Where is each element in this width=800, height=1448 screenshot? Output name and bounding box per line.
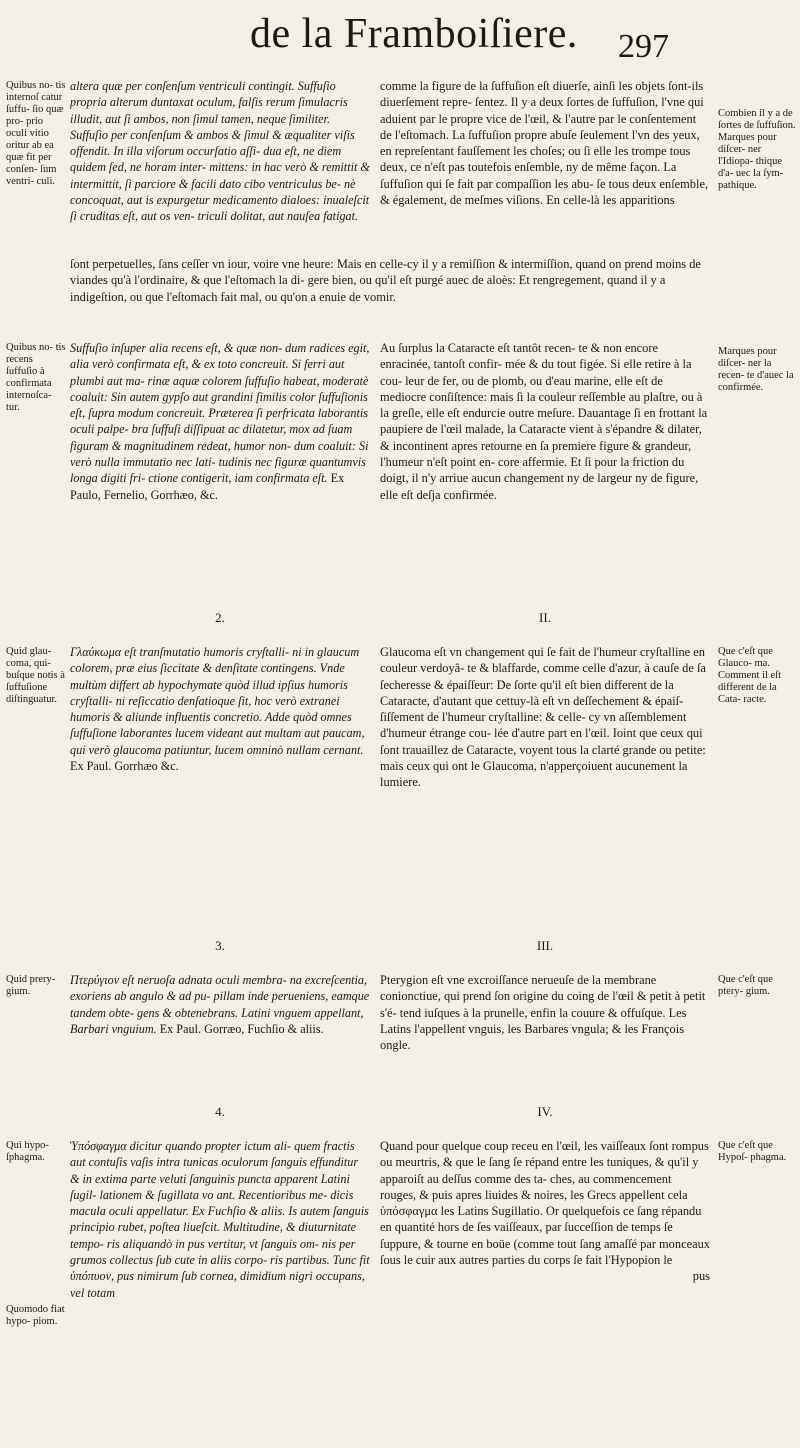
french-section-number: II.: [539, 610, 551, 625]
right-marginal-note: Que c'eſt que Hypoſ- phagma.: [718, 1140, 787, 1163]
latin-text: [70, 340, 370, 503]
latin-section-number: 4.: [215, 1104, 225, 1119]
left-marginal-note: Quid prery- gium.: [6, 974, 56, 997]
right-marginal-note: Combien il y a de ſortes de ſuffuſion. Marques pour diſcer- ner l'Idiopa- thique d'a- uec la ſym- pathique.: [718, 108, 796, 191]
right-marginal-note: Que c'eſt que ptery- gium.: [718, 974, 773, 997]
left-marginal-note: Quid glau- coma, qui- buſque notis à ſuffuſione diſtinguatur.: [6, 646, 65, 705]
latin-text: Ὑπόσφαγμα dicitur quando propter ictum ali- quem fractis aut contuſis vaſis intra tunicas oculorum ſanguis effunditur & in extima parte veluti ſanguinis puncta apparent Latini ſugil- lationem & ſugillata vo ant. Recentioribus me- dicis macula oculi appellatur. Ex Fuchſio & aliis. Is autem ſanguis principio rubet, poſtea liueſcit. Multitudine, & diuturnitate tempo- ris aliquandò in pus vertitur, vt ſanguis om- nis per grumos collectus ſub cute in aliis corpo- ris partibus. Tunc fit ὑπόπυον, pus nimirum ſub cornea, dimidium nigri occupans, vel totam: [70, 1139, 370, 1300]
french-text: Glaucoma eſt vn changement qui ſe fait de l'humeur cryſtalline en couleur verdoyâ- te & blaffarde, comme celle d'azur, à cauſe de ſa ſecheresse & épaiſſeur: De ſorte qu'il eſt bien different de la Cataracte, d'autant que cettuy-là eſt vn deſſechement & épaiſ- ſiſſement de l'humeur cryſtalline: & celle- cy vn aſſemblement d'humeur étrange cou- lée d'autre part en l'œil. Ioint que ceux qui ſont trauaillez de Cataracte, voyent tous la clarté grande ou petite: mais ceux qui ont le Glaucoma, n'apperçoiuent aucunement la lumiere.: [380, 645, 706, 790]
left-marginal-note: Quibus no- tis internoſ catur ſuffu- ſio quæ pro- prio oculi vitio oritur ab ea quæ fit per conſen- ſum ventri- culi.: [6, 80, 66, 187]
latin-text: altera quæ per conſenſum ventriculi contingit. Suffuſio propria alterum duntaxat oculum, falſis rerum ſimulacris illudit, aut ſi ambos, non ſimul tamen, neque ſimiliter. Suffuſio per conſenſum & ambos & ſimul & æqualiter viſis offendit. In illa viſorum occurſatio aſſi- dua eſt, ne diem quidem ſed, ne horam inter- mittens: in hac verò & remittit & intermittit, ſi parciore & facili dato cibo ventriculus be- nè concoquat, aut is expurgetur medicamento dialoes: inualeſcit ſi cruditas eſt, aut os ven- triculi dolitat, aut nauſea fatigat.: [70, 79, 370, 224]
latin-source: Ex Paul. Gorræo, Fuchſio & aliis.: [159, 1021, 324, 1036]
latin-body: Suffuſio inſuper alia recens eſt, & quæ non- dum radices egit, alia verò confirmata eſt, & ex toto concreuit. Si ferri aut plumbi aut ma- rinæ aquæ colorem ſuffuſio habeat, moderatè coaluit: Sin autem gypſo aut grandini ſimilis color ſuffuſionis eſt, ſupra modum concreuit. Præterea ſi perfricata laborantis oculi palpe- bra ſuffuſi diſſipuat ac dilatetur, mox ad ſuam figuram & magnitudinem redeat, humor non- dum coaluit: Si verò nulla immutatio nec lati- tudinis nec figuræ quantumvis longa digiti fri- ctione contigerit, iam confirmata eſt.: [70, 341, 370, 486]
page-title: de la Framboiſiere.: [250, 11, 578, 57]
latin-source: Ex Paulo, Fernelio, Gorrhæo, &c.: [70, 471, 345, 502]
right-marginal-note: Marques pour diſcer- ner la recen- te d'auec la confirmée.: [718, 346, 794, 393]
french-text: comme la figure de la ſuffuſion eſt diuerſe, ainſi les objets ſont-ils diuerſement repre- ſentez. Il y a deux ſortes de ſuffuſion, l'vne qui aduient par le propre vice de l'œil, & l'autre par le conſentement de l'eſtomach. La ſuffuſion propre abuſe ſeulement l'vn des yeux, en repreſentant fauſſement les choſes; ou ſi elle les trompe tous deux, ce n'eſt pas toutefois enſemble, ny de même façon. La ſuffuſion qui ſe fait par compaſſion les abu- ſe tous deux enſemble, & également, de meſmes viſions. En celle-là les apparitions: [380, 79, 709, 208]
latin-text: [70, 644, 370, 774]
latin-source: Ex Paul. Gorrhæo &c.: [70, 759, 179, 774]
french-section-number: IV.: [537, 1104, 553, 1119]
left-marginal-note: Quibus no- tis recens ſuffuſio à confirmata internoſca- tur.: [6, 342, 66, 413]
right-marginal-note: Que c'eſt que Glauco- ma. Comment il eſt different de la Cata- racte.: [718, 646, 781, 705]
left-marginal-note: Qui hypo- ſphagma.: [6, 1140, 49, 1163]
french-text: Au ſurplus la Cataracte eſt tantôt recen- te & non encore enracinée, tantoſt confir- mée & du tout figée. Si elle retire à la cou- leur de fer, ou de plomb, ou d'eau marine, elle eſt de mediocre conſiſtence: mais ſi la couleur reſſemble au plaſtre, ou à la greſle, elle eſt endurcie outre meſure. Dauantage ſi en frottant la paupiere de l'œil malade, la Cataracte vient à s'épandre & dilater, & incontinent apres retourne en ſa premiere figure & grandeur, l'humeur n'eſt point en- core affermie. Et ſi pour la friction du doigt, il n'y arriue aucun changement ny de largeur ny de figure, elle eſt deſja confirmée.: [380, 341, 708, 502]
latin-text: [70, 972, 370, 1037]
french-section-number: III.: [536, 938, 554, 953]
latin-body: Πτερύγιον eſt neruoſa adnata oculi membra- na excreſcentia, exoriens ab angulo & ad pu- pillam inde perueniens, eamque tandem obte- gens & obtenebrans. Latini vnguem appellant, Barbari vnguium.: [70, 973, 370, 1036]
left-marginal-note-hypopion: Quomodo fiat hypo- piom.: [6, 1304, 65, 1327]
french-continuation: ſont perpetuelles, ſans ceſſer vn iour, voire vne heure: Mais en celle-cy il y a remiſſion & intermiſſion, quand on prend moins de viandes qu'à l'ordinaire, & que l'eſtomach la di- gere bien, ou qu'il eſt purgé auec de aloès: Et rengregement, quand il y a indigeſtion, ou que l'eſtomach fait mal, ou qu'on a enuie de vomir.: [70, 257, 701, 304]
running-head: [0, 10, 800, 70]
page-number: 297: [618, 28, 669, 65]
catchword: pus: [692, 1269, 710, 1284]
french-text: [380, 1138, 710, 1285]
french-text: Pterygion eſt vne excroiſſance nerueuſe de la membrane conionctiue, qui prend ſon origine du coing de l'œil & petit à petit s'é- tend iuſques à la prunelle, enfin la couure & offuſque. Les Latins l'appellent vnguis, les Barbares vngula; & les François ongle.: [380, 973, 706, 1053]
latin-section-number: 2.: [215, 610, 225, 625]
latin-section-number: 3.: [215, 938, 225, 953]
french-body: Quand pour quelque coup receu en l'œil, les vaiſſeaux ſont rompus ou meurtris, & que le ſang ſe répand entre les tuniques, & qu'il y apparoiſt au deſſus comme des ta- ches, au commencement rouges, & puis apres liuides & noires, les Grecs appellent cela ὑπόσφαγμα les Latins Sugillatio. Or quelquefois ce ſang répandu en quantité hors de ſes vaiſſeaux, par ſucceſſion de temps ſe ſuppure, & tourne en boüe (comme tout ſang amaſſé par monceaux ſous le cuir aux autres parties du corps ſe fait l'Hypopion le: [380, 1139, 710, 1268]
latin-body: Γλαύκωμα eſt tranſmutatio humoris cryſtalli- ni in glaucum colorem, præ eius ſiccitate & denſitate contingens. Vnde multùm differt ab hypochymate quòd illud ipſius humoris cryſtalli- ni reſiccatio denſatioque ſit, hoc verò extranei humoris & aliunde influentis concretio. Adde quòd omnes ſuffuſione laborantes lucem videant aut multam aut paucam, qui verò glaucoma patiuntur, lucem omninò nullam cernant.: [70, 645, 365, 757]
